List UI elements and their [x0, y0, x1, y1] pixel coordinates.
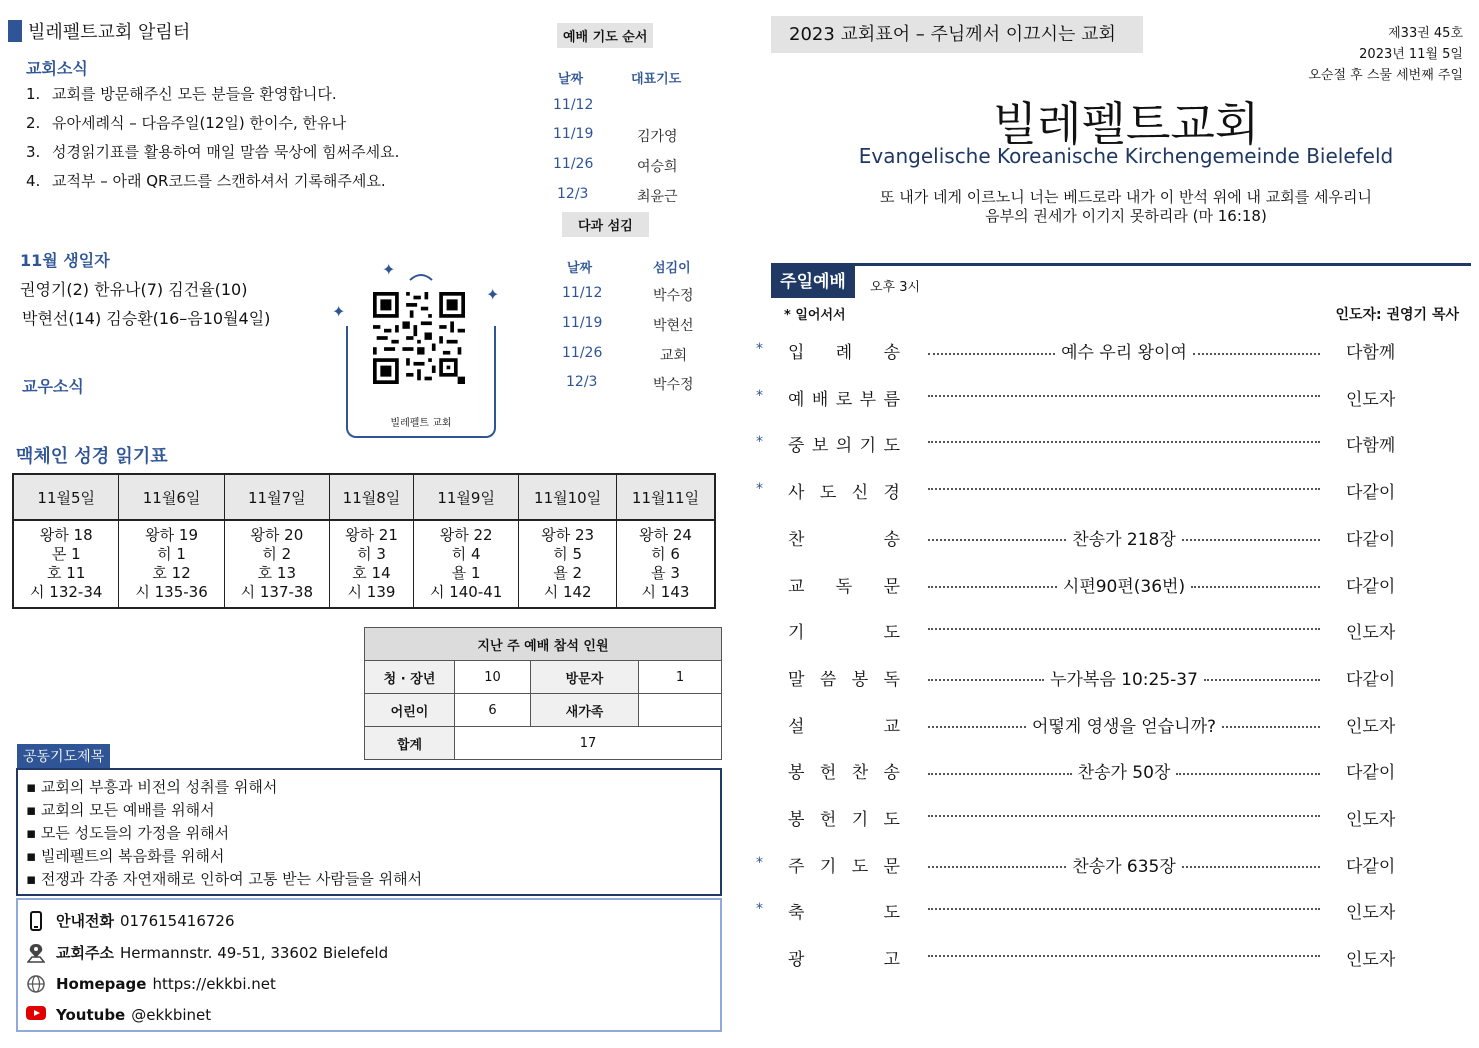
order-label: 광 고	[788, 950, 900, 971]
birthdays-title: 11월 생일자	[20, 251, 110, 270]
prayer-name: 최윤근	[637, 189, 678, 205]
church-name: 빌레펠트교회	[992, 97, 1260, 151]
reading-cell: 왕하 18 몬 1 호 11 시 132-34	[13, 520, 119, 608]
church-news-title: 교회소식	[26, 59, 88, 78]
birthdays-line-2: 박현선(14) 김승환(16–음10월4일)	[22, 309, 271, 328]
reading-day-header: 11월6일	[119, 474, 224, 520]
sparkle-icon: ✦	[332, 302, 346, 321]
order-performer: 다같이	[1346, 856, 1396, 877]
order-label: 봉 헌 찬 송	[788, 763, 900, 784]
order-label: 설 교	[788, 716, 900, 737]
order-performer: 다함께	[1346, 436, 1396, 457]
youtube-icon	[26, 1005, 46, 1025]
section-divider	[771, 263, 1471, 266]
order-label: 축 도	[788, 903, 900, 924]
order-row	[756, 665, 1466, 695]
order-row	[756, 478, 1466, 508]
church-motto: 2023 교회표어 – 주님께서 이끄시는 교회	[771, 16, 1143, 53]
order-performer: 인도자	[1346, 389, 1396, 410]
list-item: ▪ 교회의 모든 예배를 위해서	[26, 801, 215, 819]
globe-icon	[26, 974, 46, 994]
order-content	[928, 431, 1320, 447]
church-german-name: Evangelische Koreanische Kirchengemeinde Bielefeld	[858, 144, 1394, 168]
church-news-list	[26, 82, 526, 198]
common-prayer-title: 공동기도제목	[17, 744, 110, 768]
attendance-label: 새가족	[531, 694, 639, 727]
prayer-name: 여승희	[637, 159, 678, 175]
sunday-worship-tag: 주일예배	[771, 266, 855, 298]
list-item: 1. 교회를 방문해주신 모든 분들을 환영합니다.	[26, 85, 337, 103]
attendance-value: 6	[455, 694, 531, 727]
stand-marker: *	[756, 901, 763, 918]
reading-day-header: 11월11일	[617, 474, 716, 520]
stand-note: * 일어서서	[784, 308, 846, 323]
bible-reading-title: 맥체인 성경 읽기표	[16, 446, 168, 467]
stand-marker: *	[756, 481, 763, 498]
order-label: 기 도	[788, 623, 900, 644]
stand-marker: *	[756, 341, 763, 357]
order-row	[756, 712, 1466, 742]
order-content	[928, 618, 1320, 634]
reading-day-header: 11월10일	[519, 474, 617, 520]
contact-box	[16, 898, 722, 1032]
order-row	[756, 431, 1466, 461]
refreshment-col-name: 섬김이	[653, 261, 691, 276]
order-label: 사 도 신 경	[788, 483, 900, 504]
order-content	[928, 805, 1320, 821]
order-label: 중 보 의 기 도	[788, 436, 900, 457]
attendance-label: 방문자	[531, 661, 639, 694]
prayer-col-name: 대표기도	[631, 72, 682, 87]
attendance-title: 지난 주 예배 참석 인원	[365, 628, 722, 661]
list-item: 4. 교적부 – 아래 QR코드를 스캔하셔서 기록해주세요.	[26, 172, 386, 190]
order-content	[928, 478, 1320, 494]
order-performer: 다같이	[1346, 669, 1396, 690]
order-performer: 다같이	[1346, 529, 1396, 550]
list-item: ▪ 빌레펠트의 복음화를 위해서	[26, 847, 225, 865]
common-prayer-list	[16, 768, 722, 896]
liturgical-season: 오순절 후 스물 세번째 주일	[1308, 68, 1463, 83]
refreshment-date: 11/19	[562, 315, 603, 331]
order-content	[928, 385, 1320, 401]
homepage-link[interactable]: https://ekkbi.net	[152, 975, 276, 993]
prayer-name: 김가영	[637, 129, 678, 145]
prayer-date: 11/19	[553, 126, 594, 142]
contact-address: 교회주소 Hermannstr. 49-51, 33602 Bielefeld	[26, 942, 388, 963]
bible-verse: 또 내가 네게 이르노니 너는 베드로라 내가 이 반석 위에 내 교회를 세우리니 음부의 권세가 이기지 못하리라 (마 16:18)	[880, 188, 1372, 225]
worship-leader: 인도자: 권영기 목사	[1335, 307, 1459, 323]
refreshment-name: 교회	[660, 348, 688, 364]
prayer-date: 11/12	[553, 97, 594, 113]
order-row	[756, 805, 1466, 835]
list-item: ▪ 모든 성도들의 가정을 위해서	[26, 824, 230, 842]
order-performer: 인도자	[1346, 716, 1396, 737]
sparkle-icon: ✦	[382, 260, 396, 279]
phone-number[interactable]: 017615416726	[119, 911, 235, 930]
order-performer: 다같이	[1346, 763, 1396, 784]
youtube-handle[interactable]: @ekkbinet	[131, 1006, 212, 1024]
attendance-value: 10	[455, 661, 531, 694]
stand-marker: *	[756, 434, 763, 451]
order-performer: 인도자	[1346, 903, 1396, 924]
issue-number: 제33권 45호	[1388, 26, 1463, 41]
birthdays-line-1: 권영기(2) 한유나(7) 김건율(10)	[20, 280, 248, 299]
list-item: 2. 유아세례식 – 다음주일(12일) 한이수, 한유나	[26, 114, 346, 132]
order-performer: 인도자	[1346, 623, 1396, 644]
bulletin-board-title: 빌레펠트교회 알림터	[28, 22, 191, 43]
attendance-label: 합계	[365, 727, 455, 760]
order-label: 찬 송	[788, 529, 900, 550]
order-label: 예 배 로 부 름	[788, 389, 900, 410]
order-content: 찬송가 50장	[928, 758, 1320, 783]
contact-homepage: Homepage https://ekkbi.net	[26, 974, 276, 994]
refreshment-date: 11/12	[562, 285, 603, 301]
order-performer: 다같이	[1346, 576, 1396, 597]
order-label: 입 례 송	[788, 343, 900, 363]
attendance-total: 17	[455, 727, 722, 760]
title-accent-bar	[8, 20, 22, 42]
qr-code-icon[interactable]	[372, 292, 466, 384]
order-content	[928, 945, 1320, 961]
address-text: Hermannstr. 49-51, 33602 Bielefeld	[119, 943, 389, 962]
attendance-label: 청 · 장년	[365, 661, 455, 694]
order-performer: 다함께	[1346, 343, 1396, 363]
attendance-table	[364, 627, 722, 760]
order-row	[756, 945, 1466, 975]
member-news-title: 교우소식	[22, 377, 84, 396]
reading-cell: 왕하 22 히 4 욜 1 시 140-41	[414, 520, 519, 608]
contact-youtube: Youtube @ekkbinet	[26, 1005, 211, 1025]
order-content: 시편90편(36번)	[928, 572, 1320, 597]
list-item: ▪ 교회의 부흥과 비전의 성취를 위해서	[26, 778, 278, 796]
list-item: ▪ 전쟁과 각종 자연재해로 인하여 고통 받는 사람들을 위해서	[26, 870, 423, 888]
order-row	[756, 525, 1466, 555]
reading-cell: 왕하 23 히 5 욜 2 시 142	[519, 520, 617, 608]
order-row	[756, 618, 1466, 648]
order-label: 교 독 문	[788, 576, 900, 597]
bible-reading-table	[12, 473, 716, 609]
reading-day-header: 11월8일	[329, 474, 413, 520]
sparkle-icon: ✦	[486, 285, 500, 304]
refreshment-title: 다과 섬김	[562, 212, 649, 237]
order-label: 주 기 도 문	[788, 856, 900, 877]
refreshment-date: 11/26	[562, 345, 603, 361]
order-row	[756, 758, 1466, 788]
refreshment-name: 박현선	[653, 318, 694, 334]
order-content: 누가복음 10:25-37	[928, 665, 1320, 690]
order-content: 찬송가 218장	[928, 525, 1320, 550]
order-row	[756, 572, 1466, 602]
stand-marker: *	[756, 387, 763, 404]
stand-marker: *	[756, 854, 763, 871]
order-row	[756, 852, 1466, 882]
refreshment-name: 박수정	[653, 377, 694, 393]
reading-day-header: 11월7일	[224, 474, 329, 520]
qr-label: 빌레펠트 교회	[390, 418, 452, 429]
attendance-value: 1	[639, 661, 722, 694]
refreshment-col-date: 날짜	[567, 261, 593, 276]
order-performer: 인도자	[1346, 810, 1396, 830]
qr-arc-decoration	[408, 270, 434, 282]
phone-icon	[26, 911, 46, 931]
order-performer: 인도자	[1346, 950, 1396, 971]
prayer-date: 11/26	[553, 156, 594, 172]
refreshment-date: 12/3	[566, 374, 598, 390]
order-content: 예수 우리 왕이여	[928, 338, 1320, 363]
order-row	[756, 898, 1466, 928]
refreshment-name: 박수정	[653, 288, 694, 304]
reading-cell: 왕하 20 히 2 호 13 시 137-38	[224, 520, 329, 608]
prayer-col-date: 날짜	[558, 72, 584, 87]
reading-day-header: 11월9일	[414, 474, 519, 520]
order-content: 찬송가 635장	[928, 852, 1320, 877]
prayer-order-title: 예배 기도 순서	[557, 23, 653, 48]
contact-phone: 안내전화 017615416726	[26, 910, 235, 931]
order-label: 봉 헌 기 도	[788, 810, 900, 830]
attendance-label: 어린이	[365, 694, 455, 727]
reading-cell: 왕하 24 히 6 욜 3 시 143	[617, 520, 716, 608]
order-row	[756, 338, 1466, 368]
order-performer: 다같이	[1346, 483, 1396, 504]
issue-date: 2023년 11월 5일	[1359, 47, 1463, 62]
prayer-date: 12/3	[557, 186, 589, 202]
list-item: 3. 성경읽기표를 활용하여 매일 말씀 묵상에 힘써주세요.	[26, 143, 400, 161]
reading-day-header: 11월5일	[13, 474, 119, 520]
order-row	[756, 385, 1466, 415]
order-content	[928, 898, 1320, 914]
attendance-value	[639, 694, 722, 727]
reading-cell: 왕하 21 히 3 호 14 시 139	[329, 520, 413, 608]
order-content: 어떻게 영생을 얻습니까?	[928, 712, 1320, 737]
location-pin-icon	[26, 943, 46, 963]
order-label: 말 씀 봉 독	[788, 669, 900, 690]
worship-time: 오후 3시	[870, 280, 921, 295]
reading-cell: 왕하 19 히 1 호 12 시 135-36	[119, 520, 224, 608]
